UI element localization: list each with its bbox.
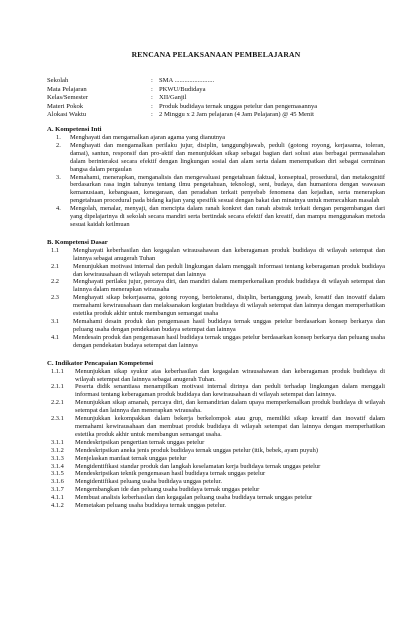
item-number: 1.1.1 — [51, 367, 64, 375]
item-text: Memahami, menerapkan, menganalisis dan mengevaluasi pengetahuan faktual, konseptual, prosedural, dan metakognitif berdasarkan rasa ingin tahunya tentang ilmu pengetahuan, teknologi, seni, budaya, dan humaniora dengan wawasan kemanusiaan, kebangsaan, kenegaraan, dan peradaban terkait penyebab fenomena dan kejadian, serta menerapkan pengetahuan procedural pada bidang kajian yang spesifik sesuai dengan bakat dan minatnya untuk memecahkan masalah — [70, 173, 385, 205]
item-text: Menghayati sikap bekerjasama, gotong royong, bertoleransi, disiplin, bertanggung jawab, kreatif dan inovatif dalam memahami kewirausahaan dan melaksanakan kegiatan budidaya di wilayah setempat dan lainnya dengan memperhatikan estetika produk akhir untuk membangun semangat usaha — [73, 294, 385, 318]
meta-row — [47, 77, 385, 86]
item-number: 1. — [56, 133, 61, 141]
item-text: Menunjukkan kekompakkan dalam bekerja berkelompok atau grup, memiliki sikap kreatif dan inovatif dalam memahami kewirausahaan dan membuat produk budidaya di wilayah setempat dan lainnya dengan memperhatikan estetika produk akhir untuk membangun semangat usaha. — [75, 415, 385, 438]
list-item — [47, 383, 385, 399]
meta-label: Alokasi Waktu — [47, 111, 87, 119]
section-b-list — [47, 247, 385, 350]
list-item — [47, 415, 385, 439]
item-text: Menjelaskan manfaat ternak unggas petelur — [75, 454, 187, 462]
item-text: Mengidentifikasi standar produk dan langkah keselamatan kerja budidaya ternak unggas petelur — [75, 462, 321, 470]
section-a-list — [47, 134, 385, 229]
list-item — [47, 478, 385, 486]
meta-label: Materi Pokok — [47, 102, 84, 110]
item-number: 3.1.6 — [51, 478, 64, 486]
list-item — [47, 205, 385, 229]
meta-value: SMA ........................ — [159, 77, 215, 84]
meta-label: Mata Pelajaran — [47, 85, 87, 93]
item-number: 3.1.2 — [51, 446, 64, 454]
meta-value: 2 Minggu x 2 Jam pelajaran (4 Jam Pelajaran) @ 45 Menit — [159, 111, 314, 119]
meta-separator: : — [151, 85, 153, 93]
list-item — [47, 399, 385, 415]
item-text: Peserta didik senantiasa menampilkan motivasi internal dirinya dan peduli terhadap lingkungan dalam menggali informasi tentang keberagaman produk budidaya dan kewirausahaan di wilayah setempat dan lainnya. — [75, 383, 385, 399]
item-number: 3.1 — [51, 318, 59, 325]
list-item — [47, 334, 385, 350]
list-item — [47, 502, 385, 510]
meta-separator: : — [151, 111, 153, 119]
item-text: Memetakan peluang usaha budidaya ternak unggas petelur. — [75, 502, 227, 510]
list-item — [47, 134, 385, 142]
item-number: 3.1.4 — [51, 462, 64, 470]
item-number: 3.1.5 — [51, 470, 64, 478]
item-number: 2.2 — [51, 278, 59, 286]
meta-value: XII/Ganjil — [159, 94, 187, 102]
item-text: Menunjukkan motivasi internal dan peduli lingkungan dalam menggali informasi tentang keberagaman produk budidaya dan kewirausahaan di wilayah setempat dan lainnya — [73, 262, 385, 278]
meta-separator: : — [151, 102, 153, 110]
item-text: Mengidentifikasi peluang usaha budidaya unggas petelur. — [75, 478, 222, 486]
list-item — [47, 486, 385, 494]
item-number: 2.2.1 — [51, 399, 64, 407]
item-number: 4.1.1 — [51, 494, 64, 502]
section-b-title: B. Kompetensi Dasar — [47, 238, 108, 246]
list-item — [47, 447, 385, 455]
list-item — [47, 368, 385, 384]
item-number: 2.1 — [51, 262, 59, 270]
meta-row — [47, 103, 385, 112]
item-text: Mendesain produk dan pengemasan hasil budidaya ternak unggas petelur berdasarkan konsep berkarya dan peluang usaha dengan pendekatan budaya setempat dan lainnya — [73, 333, 385, 349]
item-text: Mengolah, menalar, menyaji, dan mencipta dalam ranah konkret dan ranah abstrak terkait dengan pengembangan dari yang dipelajarinya di sekolah secara mandiri serta bertindak secara efektif dan kreatif, dan mampu menggunakan metoda sesuai kaidah keilmuan — [70, 205, 385, 228]
meta-label: Kelas/Semester — [47, 94, 89, 102]
item-number: 3. — [56, 173, 61, 181]
meta-row — [47, 86, 385, 95]
meta-value: PKWU/Budidaya — [159, 85, 206, 93]
list-item — [47, 494, 385, 502]
section-a-title: A. Kompetensi Inti — [47, 125, 102, 133]
item-text: Mendeskripsikan teknik pengemasan hasil budidaya ternak unggas petelur — [75, 470, 266, 478]
item-number: 4.1.2 — [51, 502, 64, 510]
item-text: Menunjukkan sikap amanah, percaya diri, dan kemandirian dalam upaya memperkenalkan produk budidaya di wilayah setempat dan lainnya dan menerapkan wirausaha. — [75, 399, 385, 415]
item-number: 1.1 — [51, 246, 59, 254]
list-item — [47, 247, 385, 263]
meta-label: Sekolah — [47, 77, 69, 84]
item-text: Menunjukkan sikap syukur atas keberhasilan dan kegagalan wirausahawan dan keberagaman produk budidaya di wilayah setempat dan lainnya sebagai anugerah Tuhan. — [75, 367, 385, 383]
item-text: Menghayati dan mengamalkan ajaran agama yang dianutnya — [70, 133, 226, 141]
meta-value: Produk budidaya ternak unggas petelur dan pengemasannya — [159, 102, 318, 110]
list-item — [47, 439, 385, 447]
item-number: 2.3 — [51, 294, 59, 302]
item-text: Membuat analisis keberhasilan dan kegagalan peluang usaha budidaya ternak unggas petelur — [75, 494, 313, 502]
item-text: Menghayati keberhasilan dan kegagalan wirausahawan dan keberagaman produk budidaya di wilayah setempat dan lainnya sebagai anugerah Tuhan — [73, 246, 385, 262]
identity-table — [47, 77, 385, 120]
item-text: Mengembangkan ide dan peluang usaha budidaya ternak unggas petelur — [75, 486, 260, 494]
list-item — [47, 142, 385, 174]
item-text: Menghayati dan mengamalkan perilaku jujur, disiplin, tanggungbjawab, peduli (gotong royong, kerjasama, toleran, damai), santun, responsif dan pro-aktif dan menunjukkan sikap sebagai bagian dari solusi atas berbagai permasalahan dalam berinteraksi secara efektif dengan lingkungan sosial dan alam serta dalam menempatkan diri sebagai cerminan bangsa dalam pergaulan — [70, 141, 385, 173]
meta-separator: : — [151, 94, 153, 102]
item-number: 4.1 — [51, 333, 59, 341]
list-item — [47, 294, 385, 318]
item-text: Mendeskripsikan pengertian ternak unggas petelur — [75, 438, 205, 446]
item-number: 2. — [56, 141, 61, 149]
item-number: 3.1.3 — [51, 454, 64, 462]
list-item — [47, 318, 385, 334]
item-number: 4. — [56, 205, 61, 213]
item-number: 3.1.7 — [51, 486, 64, 494]
list-item — [47, 463, 385, 471]
list-item — [47, 278, 385, 294]
section-c-list — [47, 368, 385, 510]
item-text: Menghayati perilaku jujur, percaya diri, dan mandiri dalam memperkenalkan produk budidaya di wilayah setempat dan lainnya dalam menerapkan wirausaha — [73, 278, 385, 294]
item-text: Mendeskripsikan aneka jenis produk budidaya ternak unggas petelur (itik, bebek, ayam puyuh) — [75, 446, 318, 454]
list-item — [47, 263, 385, 279]
list-item — [47, 174, 385, 206]
item-text: Memahami desain produk dan pengemasan hasil budidaya ternak unggas petelur berdasarkan konsep berkarya dan peluang usaha dengan pendekatan budaya setempat dan lainnya — [73, 318, 385, 333]
item-number: 3.1.1 — [51, 438, 64, 446]
section-c-title: C. Indikator Pencapaian Kompetensi — [47, 359, 154, 367]
meta-row — [47, 94, 385, 103]
item-number: 2.3.1 — [51, 415, 64, 423]
item-number: 2.1.1 — [51, 383, 64, 391]
document-title: RENCANA PELAKSANAAN PEMBELAJARAN — [131, 50, 301, 59]
list-item — [47, 470, 385, 478]
list-item — [47, 455, 385, 463]
meta-separator: : — [151, 77, 153, 84]
meta-row — [47, 111, 385, 120]
